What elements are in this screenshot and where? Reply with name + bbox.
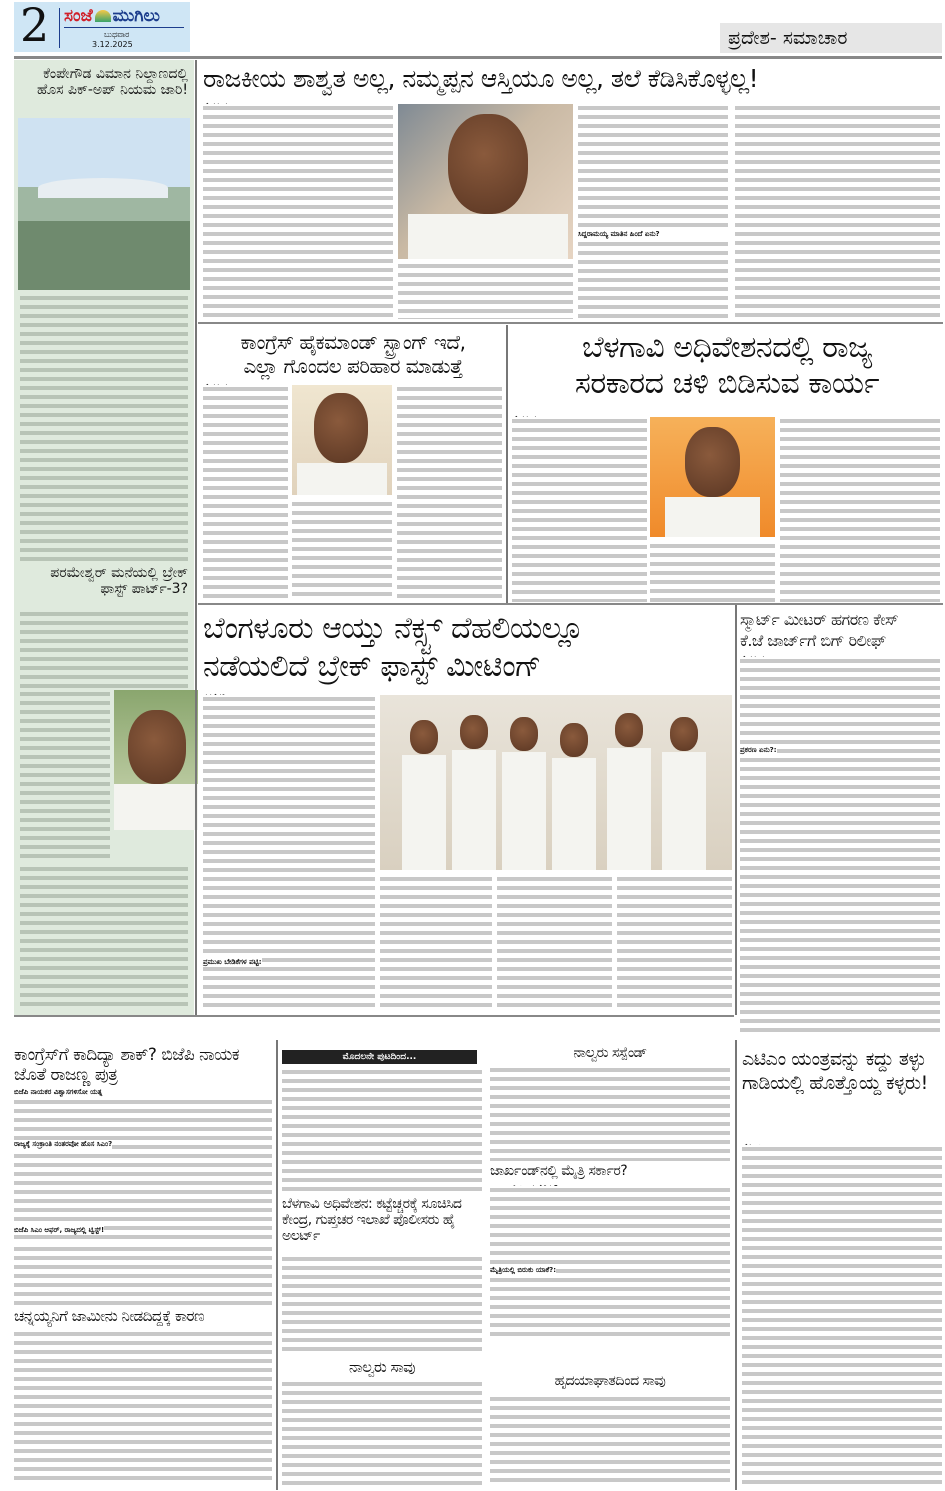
bail-headline: ಚನ್ನಯ್ಯನಿಗೆ ಜಾಮೀನು ನೀಡದಿದ್ದಕ್ಕೆ ಕಾರಣ xyxy=(14,1307,205,1325)
issue-date: 3.12.2025 xyxy=(92,40,133,49)
bail-body-text xyxy=(14,1330,272,1485)
smartmeter-headline-line2: ಕೆ.ಜೆ ಜಾರ್ಜ್‌ಗೆ ಬಿಗ್ ರಿಲೀಫ್ xyxy=(740,630,886,650)
belagavi-headline xyxy=(512,330,942,402)
portrait-face xyxy=(448,114,528,214)
paper-logo xyxy=(64,6,160,26)
portrait-shirt xyxy=(408,214,568,259)
highcommand-col2 xyxy=(292,500,392,600)
delhi-headline-line1: ಬೆಂಗಳೂರು ಆಯ್ತು ನೆಕ್ಸ್ಟ್ ದೆಹಲಿಯಲ್ಲೂ xyxy=(203,611,584,646)
smartmeter-subhead: ಪ್ರಕರಣ ಏನು?: xyxy=(740,746,777,754)
person-face xyxy=(615,713,643,747)
column-rule xyxy=(735,1040,737,1490)
column-rule xyxy=(506,325,508,603)
belagavi-headline-line1: ಬೆಳಗಾವಿ ಅಧಿವೇಶನದಲ್ಲಿ ರಾಜ್ಯ xyxy=(582,330,872,365)
belagavi-alert-headline: ಬೆಳಗಾವಿ ಅಧಿವೇಶನ: ಕಟ್ಟೆಚ್ಚರಕ್ಕೆ ಸೂಚಿಸಿದ ಕೇಂದ್ರ, ಗುಪ್ತಚರ ಇಲಾಖೆ ಪೊಲೀಸರು ಹೈ ಅಲರ್ಟ್ xyxy=(282,1196,462,1244)
delhi-col4 xyxy=(617,875,732,1010)
highcommand-headline-line1: ಕಾಂಗ್ರೆಸ್ ಹೈಕಮಾಂಡ್ ಸ್ಟ್ರಾಂಗ್ ಇದೆ, xyxy=(240,330,466,354)
jharkhand-headline: ಜಾರ್ಖಂಡ್‌ನಲ್ಲಿ ಮೈತ್ರಿ ಸರ್ಕಾರ? xyxy=(490,1163,628,1179)
belagavi-alert-body-text xyxy=(282,1255,482,1355)
belagavi-photo xyxy=(650,417,775,537)
person-attire xyxy=(607,748,651,870)
lead-col3 xyxy=(578,104,728,229)
column-rule xyxy=(276,1040,278,1490)
atm-body-text xyxy=(742,1145,942,1485)
shock-headline-line2: ಜೊತೆ ರಾಜಣ್ಣ ಪುತ್ರ xyxy=(14,1065,118,1085)
delhi-headline xyxy=(203,610,733,685)
lead-col4 xyxy=(578,240,728,319)
highcommand-headline xyxy=(203,330,503,378)
four-deaths-body-text xyxy=(282,1380,482,1485)
shock-subhead1: ರಾಜ್ಯಕ್ಕೆ ಸಂಕ್ರಾಂತಿ ನಂತರವೋ ಹೊಸ ಸಿಎಂ? xyxy=(14,1140,113,1148)
suspend-body-text xyxy=(490,1066,730,1161)
sidebar-column xyxy=(14,60,194,1015)
person-face xyxy=(510,717,538,751)
shock-subhead2: ಬಿಜೆಪಿ ಸಿಎಂ ಆಫರ್, ರಾಜ್ಯದಲ್ಲಿ ಟ್ವಿಸ್ಟ್! xyxy=(14,1226,105,1234)
jharkhand-subhead: ಮೈತ್ರಿಯಲ್ಲಿ ಬಿರುಕು ಯಾಕೆ?: xyxy=(490,1266,557,1274)
four-deaths-headline: ನಾಲ್ವರು ಸಾವು xyxy=(349,1358,415,1376)
airport-headline: ಕೆಂಪೇಗೌಡ ವಿಮಾನ ನಿಲ್ದಾಣದಲ್ಲಿ ಹೊಸ ಪಿಕ್-ಅಪ್ ನಿಯಮ ಜಾರಿ! xyxy=(36,66,188,98)
lead-subhead: ಸಿದ್ದರಾಮಯ್ಯ ಮಾತಿನ ಹಿಂದೆ ಏನು? xyxy=(578,230,660,238)
lead-col2 xyxy=(398,262,573,319)
portrait-face xyxy=(128,710,186,784)
parameshwar-caption xyxy=(20,690,110,860)
section-rule xyxy=(198,603,943,605)
portrait-face xyxy=(685,427,740,497)
person-attire xyxy=(402,755,446,870)
lead-col1 xyxy=(203,104,393,319)
shock-body-text-2 xyxy=(14,1245,272,1305)
continued-body-text xyxy=(282,1068,482,1193)
jharkhand-body-text xyxy=(490,1186,730,1336)
parameshwar-body-text xyxy=(20,610,188,690)
belagavi-col2 xyxy=(650,542,775,602)
person-attire xyxy=(662,752,706,870)
person-face xyxy=(670,717,698,751)
suspend-headline: ನಾಲ್ವರು ಸಸ್ಪೆಂಡ್ xyxy=(573,1045,647,1061)
heart-attack-headline: ಹೃದಯಾಘಾತದಿಂದ ಸಾವು xyxy=(554,1373,666,1389)
delhi-agenda-subhead: ಪ್ರಮುಖ ಬೇಡಿಕೆಗಳ ಪಟ್ಟಿ: xyxy=(203,958,262,966)
logo-underline xyxy=(64,27,184,28)
smartmeter-headline xyxy=(740,610,942,652)
belagavi-col3 xyxy=(780,417,940,602)
lead-col5 xyxy=(735,104,940,319)
person-face xyxy=(410,720,438,754)
shock-body-text xyxy=(14,1098,272,1243)
shock-headline xyxy=(14,1045,274,1085)
portrait-shirt xyxy=(297,463,387,495)
parameshwar-body-text-2 xyxy=(20,865,188,1010)
highcommand-col3 xyxy=(397,385,502,600)
terminal-roof xyxy=(38,178,168,198)
masthead xyxy=(14,2,190,52)
portrait-shirt xyxy=(114,784,198,830)
atm-headline: ಎಟಿಎಂ ಯಂತ್ರವನ್ನು ಕದ್ದು ತಳ್ಳು ಗಾಡಿಯಲ್ಲಿ ಹೊತ್ತೊಯ್ದ ಕಳ್ಳರು! xyxy=(742,1048,928,1094)
shock-kicker: ಬಿಜೆಪಿ ನಾಯಕರ ವಿಶ್ವಾಸಗಳಿಸೋ ಯತ್ನ xyxy=(14,1088,103,1096)
belagavi-col1 xyxy=(512,417,647,602)
top-rule xyxy=(14,56,942,59)
portrait-face xyxy=(314,393,368,463)
portrait-shirt xyxy=(665,497,760,537)
column-rule xyxy=(735,605,737,1015)
person-attire xyxy=(502,752,546,870)
smartmeter-headline-line1: ಸ್ಮಾರ್ಟ್ ಮೀಟರ್ ಹಗರಣ ಕೇಸ್ xyxy=(740,610,899,629)
highcommand-headline-line2: ಎಲ್ಲಾ ಗೊಂದಲ ಪರಿಹಾರ ಮಾಡುತ್ತೆ xyxy=(243,354,463,378)
section-label: ಪ್ರದೇಶ- ಸಮಾಚಾರ xyxy=(720,23,942,53)
parameshwar-photo xyxy=(114,690,198,830)
logo-part1: ಸಂಜೆ xyxy=(64,6,93,26)
highcommand-col1 xyxy=(203,385,288,600)
section-rule xyxy=(14,1015,734,1017)
delhi-col3 xyxy=(497,875,612,1010)
smartmeter-body-text xyxy=(740,657,940,1037)
airport-photo xyxy=(18,118,190,290)
airport-body-text xyxy=(20,294,188,564)
issue-day: ಬುಧವಾರ xyxy=(104,30,130,39)
parameshwar-headline: ಪರಮೇಶ್ವರ್ ಮನೆಯಲ್ಲಿ ಬ್ರೇಕ್ ಫಾಸ್ಟ್ ಪಾರ್ಟ್-3? xyxy=(50,565,188,597)
delhi-col2 xyxy=(380,875,492,1010)
person-attire xyxy=(452,750,496,870)
lead-headline: ರಾಜಕೀಯ ಶಾಶ್ವತ ಅಲ್ಲ, ನಮ್ಮಪ್ಪನ ಆಸ್ತಿಯೂ ಅಲ್ಲ, ತಲೆ ಕೆಡಿಸಿಕೊಳ್ಳಲ್ಲ! xyxy=(203,64,759,93)
heart-attack-body-text xyxy=(490,1395,730,1485)
logo-part2: ಮುಗಿಲು xyxy=(112,6,160,26)
delhi-group-photo xyxy=(380,695,732,870)
person-attire xyxy=(552,758,596,870)
lead-photo xyxy=(398,104,573,259)
delhi-headline-line2: ನಡೆಯಲಿದೆ ಬ್ರೇಕ್ ಫಾಸ್ಟ್ ಮೀಟಿಂಗ್ xyxy=(203,648,541,684)
page-number: 2 xyxy=(20,0,50,52)
continued-banner: ಮೊದಲನೇ ಪುಟದಿಂದ... xyxy=(282,1050,477,1064)
sun-palm-icon xyxy=(95,10,111,22)
section-rule xyxy=(198,322,943,324)
person-face xyxy=(460,715,488,749)
column-rule xyxy=(195,60,197,1015)
masthead-divider xyxy=(59,8,60,48)
person-face xyxy=(560,723,588,757)
shock-headline-line1: ಕಾಂಗ್ರೆಸ್‌ಗೆ ಕಾದಿದ್ಯಾ ಶಾಕ್? ಬಿಜೆಪಿ ನಾಯಕ xyxy=(14,1045,239,1065)
belagavi-headline-line2: ಸರಕಾರದ ಚಳಿ ಬಿಡಿಸುವ ಕಾರ್ಯ xyxy=(574,366,880,401)
highcommand-photo xyxy=(292,385,392,495)
